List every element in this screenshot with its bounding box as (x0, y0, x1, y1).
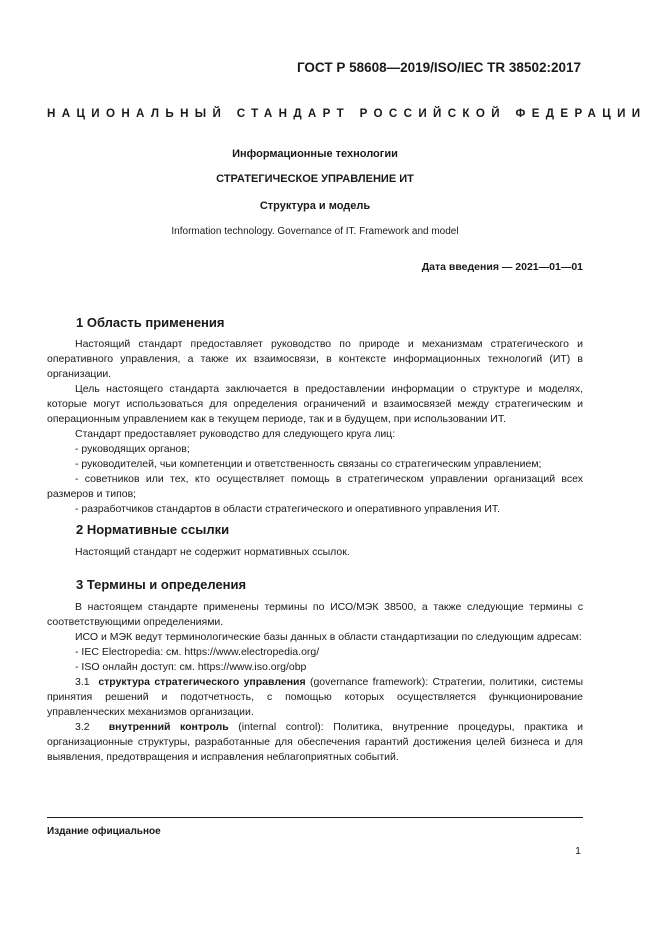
section-1-body (47, 337, 583, 517)
term-definition-3-2 (47, 720, 583, 765)
term-name: структура стратегического управления (98, 676, 306, 688)
term-text: (governance framework): Стратегии, политики, системы принятия решений и подотчетность, с помощью которых осуществляется функционирование управленческих механизмов организации. (47, 676, 583, 718)
footer-divider (47, 817, 583, 818)
paragraph: ИСО и МЭК ведут терминологические базы данных в области стандартизации по следующим адресам: (75, 631, 582, 643)
section-3-heading: 3 Термины и определения (76, 577, 247, 592)
list-item: - руководящих органов; (75, 443, 190, 455)
paragraph: Настоящий стандарт не содержит нормативных ссылок. (75, 546, 350, 558)
page-number: 1 (575, 845, 581, 857)
term-definition-3-1 (47, 675, 583, 720)
term-number: 3.2 (75, 721, 90, 733)
list-item: - ISO онлайн доступ: см. https://www.iso.org/obp (75, 661, 307, 673)
subtitle: Структура и модель (259, 200, 371, 212)
main-title: СТРАТЕГИЧЕСКОЕ УПРАВЛЕНИЕ ИТ (216, 173, 414, 185)
paragraph: Настоящий стандарт предоставляет руководство по природе и механизмам стратегического и оперативного управления, а также их взаимосвязи, в контексте информационных технологий (ИТ) в организации. (47, 338, 583, 380)
section-3-body (47, 600, 583, 765)
national-standard-banner: НАЦИОНАЛЬНЫЙ СТАНДАРТ РОССИЙСКОЙ ФЕДЕРАЦИИ (47, 107, 647, 120)
subject-title: Информационные технологии (232, 148, 398, 160)
paragraph: В настоящем стандарте применены термины по ИСО/МЭК 38500, а также следующие термины с соответствующими определениями. (47, 601, 583, 628)
list-item: - IEC Electropedia: см. https://www.electropedia.org/ (75, 646, 320, 658)
list-item: - разработчиков стандартов в области стратегического и оперативного управления ИТ. (75, 503, 501, 515)
section-2-heading: 2 Нормативные ссылки (76, 522, 230, 537)
section-1-heading: 1 Область применения (76, 315, 225, 330)
term-number: 3.1 (75, 676, 90, 688)
term-text: (internal control): Политика, внутренние процедуры, практика и организационные структуры, разработанные для обеспечения гарантий достижения целей бизнеса и для выявления, предотвращения и исправления неблагоприятных событий. (47, 721, 583, 763)
term-name: внутренний контроль (108, 721, 229, 733)
list-item: - советников или тех, кто осуществляет помощь в стратегическом управлении организаций всех размеров и типов; (47, 473, 583, 500)
section-2-body (47, 545, 583, 560)
official-edition-label: Издание официальное (47, 826, 161, 837)
list-item: - руководителей, чьи компетенции и ответственность связаны со стратегическим управлением; (75, 458, 542, 470)
gost-code: ГОСТ Р 58608—2019/ISO/IEC TR 38502:2017 (296, 60, 581, 75)
paragraph: Цель настоящего стандарта заключается в предоставлении информации о структуре и моделях, которые могут использоваться для определения ограничений и взаимосвязей между стратегическим и операционным управлением как в текущем периоде, так и в будущем, при использовании ИТ. (47, 383, 583, 425)
intro-date: Дата введения — 2021—01—01 (421, 261, 583, 273)
english-title: Information technology. Governance of IT. Framework and model (171, 226, 459, 237)
paragraph: Стандарт предоставляет руководство для следующего круга лиц: (75, 428, 396, 440)
